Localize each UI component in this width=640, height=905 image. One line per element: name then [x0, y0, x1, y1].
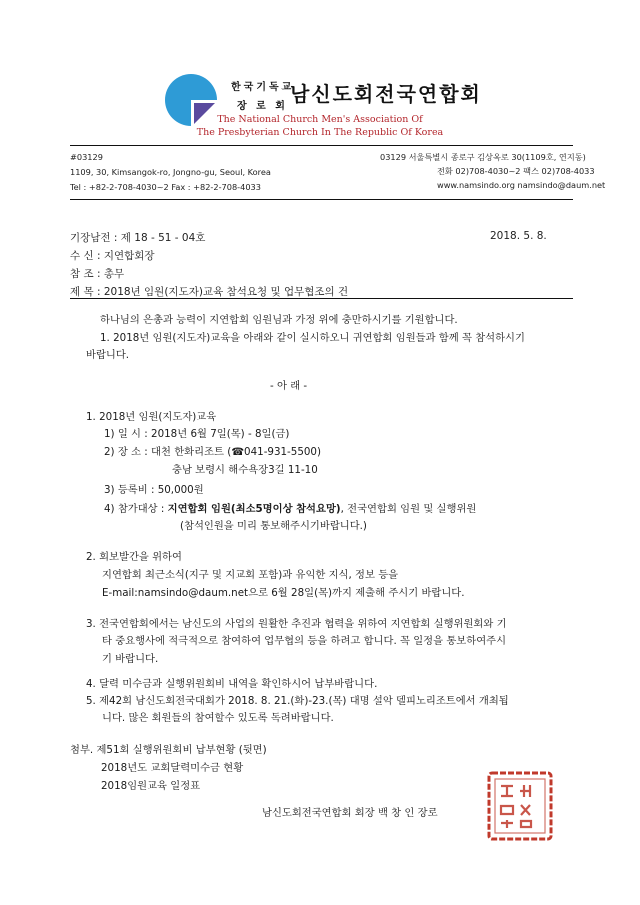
org-title: 남신도회전국연합회 — [290, 82, 482, 106]
document-date: 2018. 5. 8. — [490, 230, 547, 242]
item-1-target — [104, 500, 476, 515]
document-number: 기장남전 : 제 18 - 51 - 04호 — [70, 232, 206, 244]
item-3-line-2: 타 중요행사에 적극적으로 참여하여 업무협의 등을 하려고 합니다. 꼭 일정을 통보하여주시 — [102, 635, 507, 647]
item-1-target-prefix: 4) 참가대상 : — [104, 503, 168, 515]
official-seal-stamp-icon — [486, 770, 554, 842]
item-1-date: 1) 일 시 : 2018년 6월 7일(목) - 8일(금) — [104, 428, 290, 440]
notice-heading: - 아 래 - — [270, 380, 308, 392]
recipient: 수 신 : 지연합회장 — [70, 250, 155, 262]
address-left-zip: #03129 — [70, 152, 103, 162]
item-4: 4. 달력 미수금과 실행위원회비 내역을 확인하시어 납부바랍니다. — [86, 678, 378, 690]
item-3-line-1: 3. 전국연합회에서는 남신도의 사업의 원활한 추진과 협력을 위하여 지연합회 실행위원회와 기 — [86, 618, 507, 630]
address-left-street: 1109, 30, Kimsangok-ro, Jongno-gu, Seoul, Korea — [70, 167, 271, 177]
greeting: 하나님의 은총과 능력이 지연합회 임원님과 가정 위에 충만하시기를 기원합니다. — [100, 314, 458, 326]
address-right-street: 03129 서울특별시 종로구 김상옥로 30(1109호, 연지동) — [380, 152, 586, 162]
address-right-web[interactable]: www.namsindo.org namsindo@daum.net — [437, 180, 606, 190]
signature-line: 남신도회전국연합회 회장 백 창 인 장로 — [262, 807, 438, 819]
item-1-target-emphasis: 지연합회 임원(최소5명이상 참석요망) — [167, 503, 341, 515]
org-small-line1: 한국기독교 — [231, 82, 295, 93]
item-1-target-suffix: , 전국연합회 임원 및 실행위원 — [340, 503, 477, 515]
item-1-place-address: 충남 보령시 해수욕장3길 11-10 — [172, 464, 318, 476]
subject: 제 목 : 2018년 임원(지도자)교육 참석요청 및 업무협조의 건 — [70, 286, 349, 298]
address-left-phone: Tel : +82-2-708-4030~2 Fax : +82-2-708-4033 — [70, 182, 261, 192]
attachment-2: 2018년도 교회달력미수금 현황 — [101, 762, 244, 774]
paragraph-1-line-1: 1. 2018년 임원(지도자)교육을 아래와 같이 실시하오니 귀연합회 임원들과 함께 꼭 참석하시기 — [100, 332, 525, 344]
address-right-phone: 전화 02)708-4030~2 팩스 02)708-4033 — [437, 166, 595, 176]
item-1-place: 2) 장 소 : 대천 한화리조트 (☎041-931-5500) — [104, 446, 321, 458]
org-english-line1: The National Church Men's Association Of — [217, 114, 423, 125]
item-5-line-1: 5. 제42회 남신도회전국대회가 2018. 8. 21.(화)-23.(목) 대명 설악 델피노리조트에서 개최됩 — [86, 695, 509, 707]
reference: 참 조 : 총무 — [70, 268, 125, 280]
item-2-line-1: 지연합회 최근소식(지구 및 지교회 포함)과 유익한 지식, 정보 등을 — [102, 569, 399, 581]
address-divider — [70, 199, 573, 200]
item-1-title: 1. 2018년 임원(지도자)교육 — [86, 411, 217, 423]
item-2-line-2: E-mail:namsindo@daum.net으로 6월 28일(목)까지 제출해 주시기 바랍니다. — [102, 587, 465, 599]
item-3-line-3: 기 바랍니다. — [102, 653, 159, 665]
subject-divider — [70, 298, 573, 299]
header-divider — [70, 145, 573, 146]
item-1-fee: 3) 등록비 : 50,000원 — [104, 484, 204, 496]
attachments-label: 첨부. 제51회 실행위원회비 납부현황 (뒷면) — [70, 744, 267, 756]
item-5-line-2: 니다. 많은 회원들의 참여할수 있도록 독려바랍니다. — [102, 712, 334, 724]
item-2-title: 2. 회보발간을 위하여 — [86, 551, 182, 563]
item-1-target-note: (참석인원을 미리 통보해주시기바랍니다.) — [180, 520, 367, 532]
org-english-line2: The Presbyterian Church In The Republic Of Korea — [196, 127, 444, 138]
attachment-3: 2018임원교육 일정표 — [101, 780, 201, 792]
paragraph-1-line-2: 바랍니다. — [86, 349, 130, 361]
org-small-line2: 장 로 회 — [237, 101, 288, 112]
